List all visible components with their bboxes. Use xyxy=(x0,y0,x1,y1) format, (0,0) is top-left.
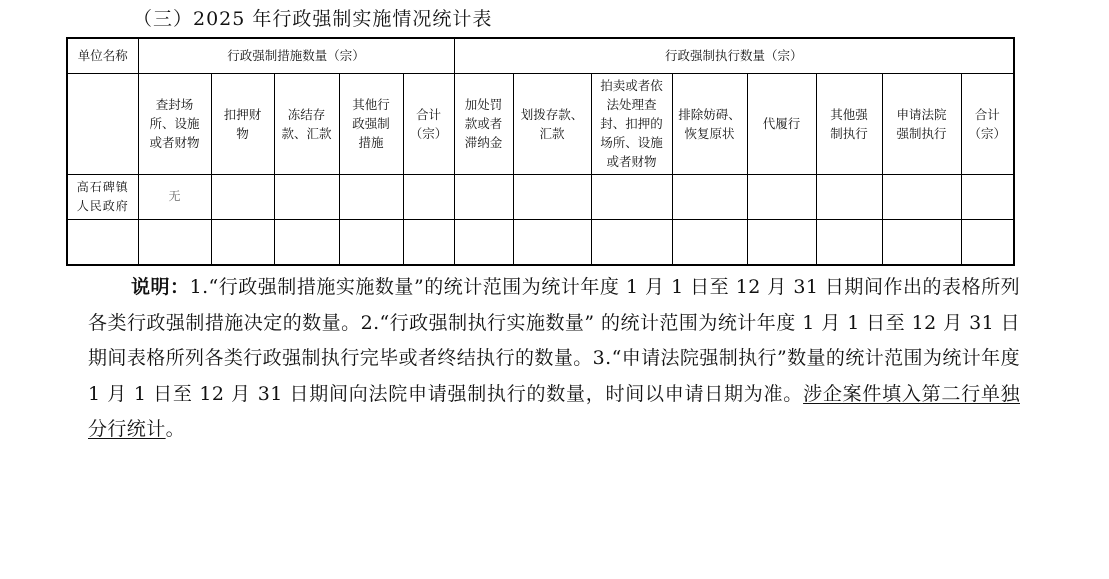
unit-name-header: 单位名称 xyxy=(67,38,138,73)
value-cell xyxy=(211,174,274,219)
value-cell xyxy=(339,219,403,265)
table-header-row-2 xyxy=(67,73,1014,174)
value-cell xyxy=(454,174,513,219)
measure-col-header: 冻结存 款、汇款 xyxy=(274,73,339,174)
value-cell xyxy=(274,174,339,219)
value-cell xyxy=(882,174,961,219)
value-cell xyxy=(747,219,816,265)
measure-col-header: 查封场 所、设施 或者财物 xyxy=(138,73,211,174)
measure-total-header: 合计 （宗） xyxy=(403,73,454,174)
value-cell xyxy=(454,219,513,265)
notes-end: 。 xyxy=(165,418,186,440)
value-cell xyxy=(403,174,454,219)
value-cell xyxy=(513,174,591,219)
execution-col-header: 代履行 xyxy=(747,73,816,174)
measure-col-header: 扣押财 物 xyxy=(211,73,274,174)
value-cell: 无 xyxy=(138,174,211,219)
measures-group-header: 行政强制措施数量（宗） xyxy=(138,38,454,73)
value-cell xyxy=(274,219,339,265)
value-cell xyxy=(403,219,454,265)
value-cell xyxy=(961,219,1014,265)
value-cell xyxy=(882,219,961,265)
statistics-table xyxy=(66,37,1015,266)
execution-group-header: 行政强制执行数量（宗） xyxy=(454,38,1014,73)
notes-lead: 说明： xyxy=(131,276,190,298)
notes-body: 1.“行政强制措施实施数量”的统计范围为统计年度 1 月 1 日至 12 月 31 日期间作出的表格所列各类行政强制措施决定的数量。2.“行政强制执行实施数量” 的统计范围为统计年度 1 月 1 日至 12 月 31 日期间表格所列各类行政强制执行完毕或者终结执行的数量。3.“申请法院强制执行”数量的统计范围为统计年度 1 月 1 日至 12 月 31 日期间向法院申请强制执行的数量，时间以申请日期为准。 xyxy=(88,276,1021,405)
table-header-row-1 xyxy=(67,38,1014,73)
page-title: （三）2025 年行政强制实施情况统计表 xyxy=(133,8,493,30)
unit-name-cell: 高石碑镇 人民政府 xyxy=(67,174,138,219)
value-cell xyxy=(961,174,1014,219)
value-cell xyxy=(513,219,591,265)
execution-col-header: 加处罚 款或者 滞纳金 xyxy=(454,73,513,174)
value-cell xyxy=(211,219,274,265)
value-cell xyxy=(591,219,672,265)
execution-col-header: 其他强 制执行 xyxy=(816,73,882,174)
execution-col-header: 申请法院 强制执行 xyxy=(882,73,961,174)
value-cell xyxy=(591,174,672,219)
execution-col-header: 拍卖或者依 法处理查 封、扣押的 场所、设施 或者财物 xyxy=(591,73,672,174)
value-cell xyxy=(672,174,747,219)
notes-paragraph xyxy=(88,270,1020,448)
table-row xyxy=(67,219,1014,265)
value-cell xyxy=(339,174,403,219)
measure-col-header: 其他行 政强制 措施 xyxy=(339,73,403,174)
notes-emphasis: 涉企案件填入第二行单独分行统计 xyxy=(88,382,1020,440)
unit-name-cell xyxy=(67,219,138,265)
execution-col-header: 排除妨碍、 恢复原状 xyxy=(672,73,747,174)
execution-total-header: 合计 （宗） xyxy=(961,73,1014,174)
value-cell xyxy=(816,174,882,219)
value-cell xyxy=(672,219,747,265)
value-cell xyxy=(138,219,211,265)
table-row xyxy=(67,174,1014,219)
value-cell xyxy=(816,219,882,265)
value-cell xyxy=(747,174,816,219)
unit-name-blank-cell xyxy=(67,73,138,174)
execution-col-header: 划拨存款、 汇款 xyxy=(513,73,591,174)
